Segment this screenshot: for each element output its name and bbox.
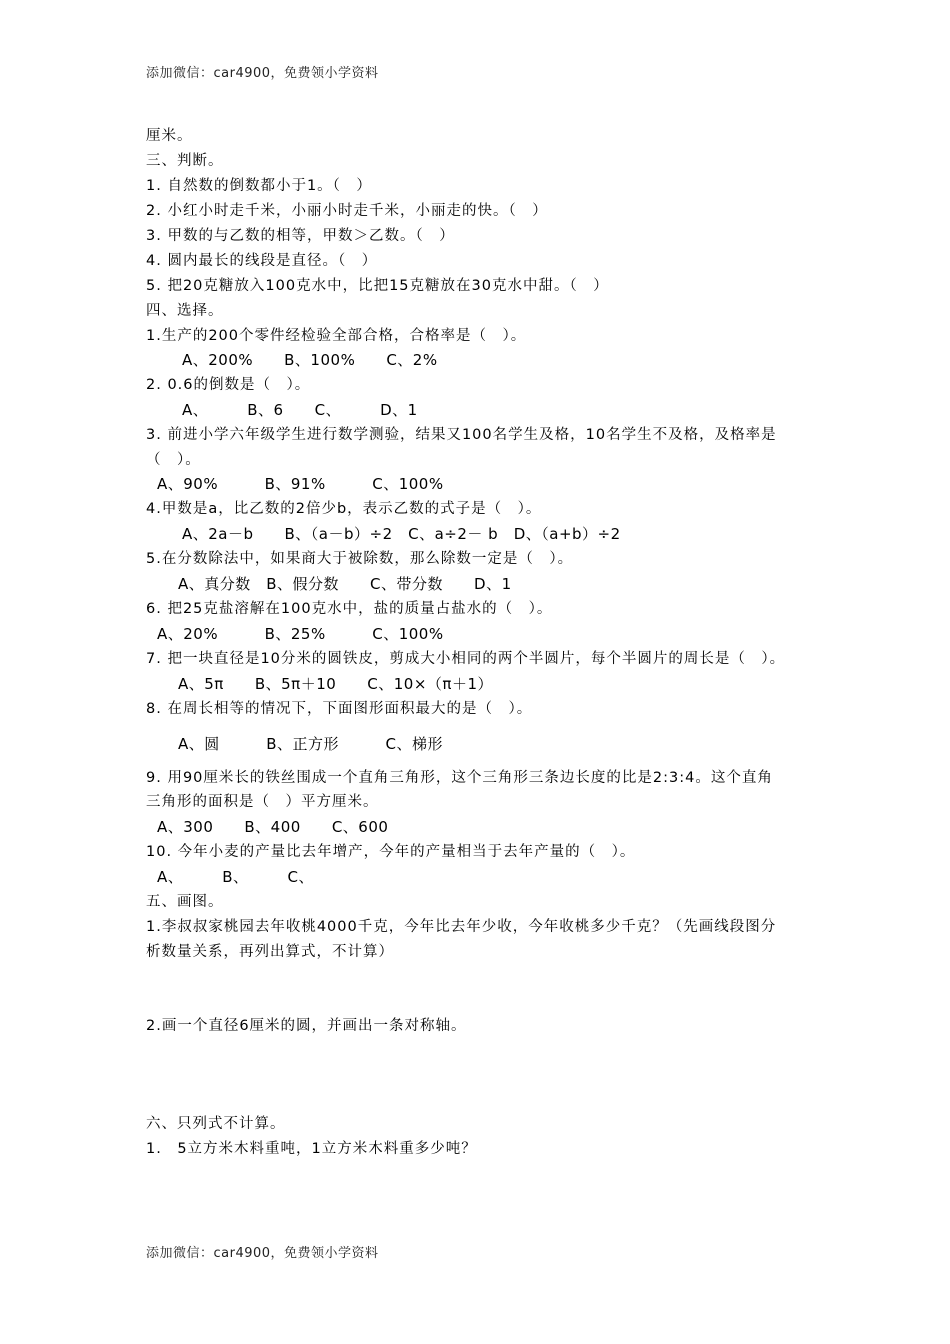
question: 3. 甲数的与乙数的相等，甲数＞乙数。（ ） (146, 228, 455, 244)
section-heading: 三、判断。 (146, 153, 224, 169)
section-heading: 五、画图。 (146, 894, 224, 910)
question-continued: 三角形的面积是（ ）平方厘米。 (146, 794, 379, 810)
answer-options: A、200% B、100% C、2% (182, 351, 438, 369)
section-heading: 四、选择。 (146, 303, 224, 319)
question: 1. 5立方米木料重吨，1立方米木料重多少吨？ (146, 1141, 477, 1157)
question: 2.画一个直径6厘米的圆，并画出一条对称轴。 (146, 1018, 467, 1034)
answer-options: A、300 B、400 C、600 (157, 818, 389, 836)
page-header: 添加微信：car4900，免费领小学资料 (146, 66, 379, 81)
question: 3. 前进小学六年级学生进行数学测验，结果又100名学生及格，10名学生不及格，及格率是 (146, 427, 777, 443)
question: 2. 小红小时走千米，小丽小时走千米，小丽走的快。（ ） (146, 203, 548, 219)
question: 2. 0.6的倒数是（ ）。 (146, 377, 311, 393)
answer-options: A、 B、 C、 (157, 868, 315, 886)
question: 5.在分数除法中，如果商大于被除数，那么除数一定是（ ）。 (146, 551, 574, 567)
question: 6. 把25克盐溶解在100克水中，盐的质量占盐水的（ ）。 (146, 601, 553, 617)
question: 1.生产的200个零件经检验全部合格，合格率是（ ）。 (146, 328, 527, 344)
page-footer: 添加微信：car4900，免费领小学资料 (146, 1246, 379, 1261)
answer-options: A、真分数 B、假分数 C、带分数 D、1 (178, 575, 512, 593)
answer-options: A、 B、6 C、 D、1 (182, 401, 418, 419)
answer-options: A、90% B、91% C、100% (157, 475, 444, 493)
question: 1. 自然数的倒数都小于1。（ ） (146, 178, 372, 194)
question-continued: （ ）。 (146, 452, 201, 468)
answer-options: A、圆 B、正方形 C、梯形 (178, 735, 444, 753)
answer-options: A、2a－b B、（a－b）÷2 C、a÷2－ b D、（a+b）÷2 (182, 525, 621, 543)
question: 4.甲数是a，比乙数的2倍少b，表示乙数的式子是（ ）。 (146, 501, 542, 517)
answer-options: A、20% B、25% C、100% (157, 625, 444, 643)
question: 8. 在周长相等的情况下，下面图形面积最大的是（ ）。 (146, 701, 533, 717)
section-heading: 六、只列式不计算。 (146, 1116, 286, 1132)
answer-options: A、5π B、5π＋10 C、10×（π＋1） (178, 675, 493, 693)
question: 4. 圆内最长的线段是直径。（ ） (146, 253, 378, 269)
text-line: 厘米。 (146, 128, 193, 144)
question: 10. 今年小麦的产量比去年增产，今年的产量相当于去年产量的（ ）。 (146, 844, 636, 860)
question: 5. 把20克糖放入100克水中，比把15克糖放在30克水中甜。（ ） (146, 278, 609, 294)
question: 9. 用90厘米长的铁丝围成一个直角三角形，这个三角形三条边长度的比是2:3:4。这个直角 (146, 770, 773, 786)
question-continued: 析数量关系，再列出算式，不计算） (146, 944, 394, 960)
question: 7. 把一块直径是10分米的圆铁皮，剪成大小相同的两个半圆片，每个半圆片的周长是（ ）。 (146, 651, 786, 667)
question: 1.李叔叔家桃园去年收桃4000千克，今年比去年少收，今年收桃多少千克？（先画线段图分 (146, 919, 777, 935)
